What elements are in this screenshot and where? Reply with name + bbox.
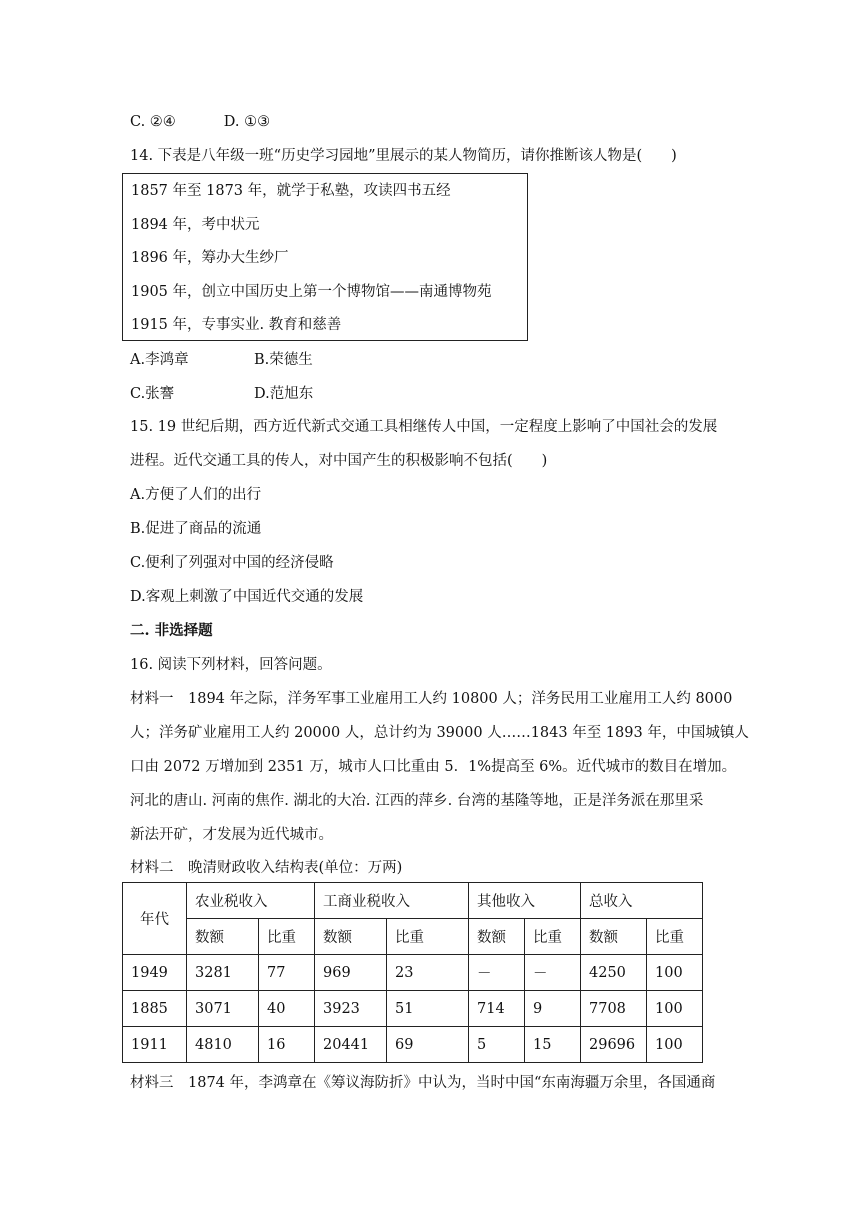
table-cell: 16 <box>259 1027 315 1063</box>
table-cell: 714 <box>469 991 525 1027</box>
group-header: 工商业税收入 <box>315 883 469 919</box>
table-cell: 100 <box>647 991 703 1027</box>
q15-option-c: C.便利了列强对中国的经济侵略 <box>130 555 334 571</box>
table-cell: 51 <box>387 991 469 1027</box>
table-cell: 969 <box>315 955 387 991</box>
q14-option-b: B.荣德生 <box>254 352 313 368</box>
q15-option-b: B.促进了商品的流通 <box>130 521 262 537</box>
group-header: 总收入 <box>581 883 703 919</box>
material1-line: 材料一 1894 年之际，洋务军事工业雇用工人约 10800 人；洋务民用工业雇用工人约 8000 <box>130 691 733 707</box>
group-header: 农业税收入 <box>187 883 315 919</box>
q14-option-d: D.范旭东 <box>254 386 314 402</box>
table-cell: 77 <box>259 955 315 991</box>
material1-line: 新法开矿，才发展为近代城市。 <box>130 827 333 843</box>
table-cell: 9 <box>525 991 581 1027</box>
q15-stem-line1: 15. 19 世纪后期，西方近代新式交通工具相继传人中国，一定程度上影响了中国社会的发展 <box>130 419 718 435</box>
table-cell: 100 <box>647 955 703 991</box>
table-cell: 3923 <box>315 991 387 1027</box>
table-header-row <box>123 883 703 919</box>
q15-option-a: A.方便了人们的出行 <box>130 487 262 503</box>
table-cell: 1949 <box>123 955 187 991</box>
q15-stem-line2: 进程。近代交通工具的传人，对中国产生的积极影响不包括( ) <box>130 453 548 469</box>
q14-stem: 14. 下表是八年级一班“历史学习园地”里展示的某人物简历，请你推断该人物是( ) <box>130 148 677 164</box>
q13-options-tail <box>130 112 270 132</box>
table-cell: 40 <box>259 991 315 1027</box>
table-cell: 1885 <box>123 991 187 1027</box>
table-cell: 4250 <box>581 955 647 991</box>
q14-options-ab <box>130 350 313 370</box>
material3-line: 材料三 1874 年，李鸿章在《筹议海防折》中认为，当时中国“东南海疆万余里，各国通商 <box>130 1075 716 1091</box>
material1-line: 河北的唐山. 河南的焦作. 湖北的大冶. 江西的萍乡. 台湾的基隆等地，正是洋务派在那里采 <box>130 793 704 809</box>
section-heading: 二. 非选择题 <box>130 622 213 639</box>
bio-row: 1915 年，专事实业. 教育和慈善 <box>131 317 342 333</box>
group-header: 其他收入 <box>469 883 581 919</box>
table-cell: 4810 <box>187 1027 259 1063</box>
table-cell: 5 <box>469 1027 525 1063</box>
sub-header: 比重 <box>647 919 703 955</box>
revenue-table <box>122 882 703 1063</box>
table-cell: 15 <box>525 1027 581 1063</box>
sub-header: 数额 <box>581 919 647 955</box>
q14-option-a: A.李鸿章 <box>130 352 189 368</box>
material1-line: 口由 2072 万增加到 2351 万，城市人口比重由 5．1%提高至 6%。近代城市的数目在增加。 <box>130 759 737 775</box>
sub-header: 数额 <box>315 919 387 955</box>
q15-option-d: D.客观上刺激了中国近代交通的发展 <box>130 589 364 605</box>
biography-box <box>122 173 528 341</box>
year-header: 年代 <box>123 883 187 955</box>
q14-option-c: C.张謇 <box>130 386 175 402</box>
q13-option-d: D. ①③ <box>223 114 271 130</box>
table-row <box>123 991 703 1027</box>
q16-stem: 16. 阅读下列材料，回答问题。 <box>130 657 332 673</box>
bio-row: 1905 年，创立中国历史上第一个博物馆——南通博物苑 <box>131 284 492 300</box>
bio-row: 1896 年，筹办大生纱厂 <box>131 250 289 266</box>
sub-header: 比重 <box>525 919 581 955</box>
bio-row: 1894 年，考中状元 <box>131 217 260 233</box>
material2-title: 材料二 晚清财政收入结构表(单位：万两) <box>130 860 403 876</box>
sub-header: 数额 <box>187 919 259 955</box>
sub-header: 比重 <box>259 919 315 955</box>
sub-header: 数额 <box>469 919 525 955</box>
table-cell: 69 <box>387 1027 469 1063</box>
table-cell: 1911 <box>123 1027 187 1063</box>
table-cell: 29696 <box>581 1027 647 1063</box>
material1-line: 人；洋务矿业雇用工人约 20000 人，总计约为 39000 人……1843 年至 1893 年，中国城镇人 <box>130 725 749 741</box>
table-subheader-row <box>123 919 703 955</box>
table-cell: 23 <box>387 955 469 991</box>
table-cell: 20441 <box>315 1027 387 1063</box>
table-cell: 100 <box>647 1027 703 1063</box>
table-cell: 7708 <box>581 991 647 1027</box>
table-row <box>123 955 703 991</box>
table-row <box>123 1027 703 1063</box>
table-cell: － <box>525 955 581 991</box>
sub-header: 比重 <box>387 919 469 955</box>
bio-row: 1857 年至 1873 年，就学于私塾，攻读四书五经 <box>131 183 451 199</box>
table-cell: 3071 <box>187 991 259 1027</box>
table-cell: 3281 <box>187 955 259 991</box>
table-cell: － <box>469 955 525 991</box>
q14-options-cd <box>130 384 313 404</box>
q13-option-c: C. ②④ <box>130 114 176 130</box>
